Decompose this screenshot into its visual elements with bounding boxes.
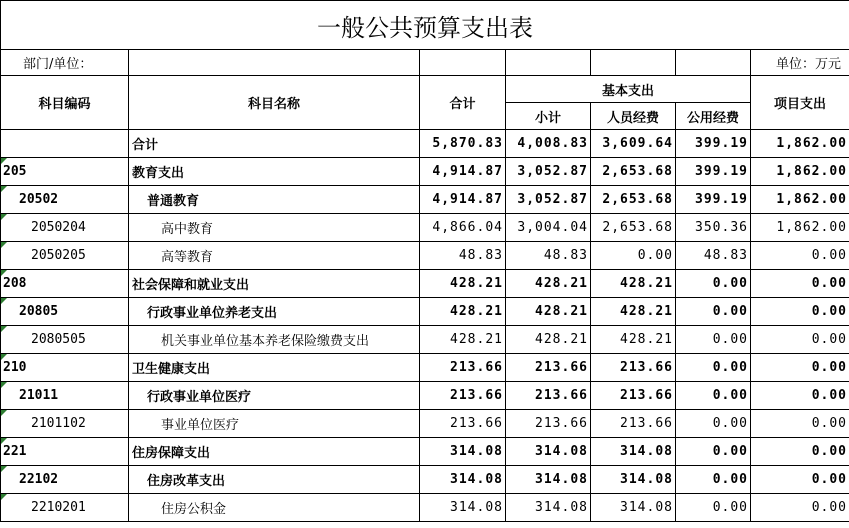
header-name: 科目名称 xyxy=(129,76,420,130)
name-cell[interactable]: 高中教育 xyxy=(129,214,420,242)
header-code: 科目编码 xyxy=(1,76,129,130)
header-total: 合计 xyxy=(420,76,506,130)
name-cell[interactable]: 行政事业单位医疗 xyxy=(129,382,420,410)
public-cell[interactable]: 0.00 xyxy=(676,270,751,298)
public-cell[interactable]: 0.00 xyxy=(676,410,751,438)
total-cell[interactable]: 213.66 xyxy=(420,382,506,410)
personnel-cell[interactable]: 3,609.64 xyxy=(591,130,676,158)
personnel-cell[interactable]: 2,653.68 xyxy=(591,214,676,242)
public-cell[interactable]: 0.00 xyxy=(676,298,751,326)
code-cell[interactable]: 2210201 xyxy=(1,494,129,522)
project-cell[interactable]: 0.00 xyxy=(751,326,849,354)
project-cell[interactable]: 1,862.00 xyxy=(751,186,849,214)
personnel-cell[interactable]: 213.66 xyxy=(591,382,676,410)
code-cell[interactable]: 2050205 xyxy=(1,242,129,270)
name-cell[interactable]: 社会保障和就业支出 xyxy=(129,270,420,298)
header-public: 公用经费 xyxy=(676,103,751,130)
name-cell[interactable]: 普通教育 xyxy=(129,186,420,214)
public-cell[interactable]: 350.36 xyxy=(676,214,751,242)
personnel-cell[interactable]: 0.00 xyxy=(591,242,676,270)
total-cell[interactable]: 428.21 xyxy=(420,326,506,354)
unit-label: 单位：万元 xyxy=(751,50,849,76)
project-cell[interactable]: 1,862.00 xyxy=(751,130,849,158)
table-row xyxy=(1,438,849,466)
name-cell[interactable]: 机关事业单位基本养老保险缴费支出 xyxy=(129,326,420,354)
total-cell[interactable]: 5,870.83 xyxy=(420,130,506,158)
header-personnel: 人员经费 xyxy=(591,103,676,130)
subtotal-cell[interactable]: 3,004.04 xyxy=(506,214,591,242)
personnel-cell[interactable]: 213.66 xyxy=(591,354,676,382)
personnel-cell[interactable]: 314.08 xyxy=(591,438,676,466)
project-cell[interactable]: 0.00 xyxy=(751,298,849,326)
total-cell[interactable]: 48.83 xyxy=(420,242,506,270)
subtotal-cell[interactable]: 3,052.87 xyxy=(506,186,591,214)
project-cell[interactable]: 0.00 xyxy=(751,354,849,382)
name-cell[interactable]: 卫生健康支出 xyxy=(129,354,420,382)
public-cell[interactable]: 0.00 xyxy=(676,494,751,522)
name-cell[interactable]: 教育支出 xyxy=(129,158,420,186)
public-cell[interactable]: 399.19 xyxy=(676,186,751,214)
code-cell[interactable]: 208 xyxy=(1,270,129,298)
subtotal-cell[interactable]: 48.83 xyxy=(506,242,591,270)
public-cell[interactable]: 0.00 xyxy=(676,382,751,410)
table-row xyxy=(1,494,849,522)
name-cell[interactable]: 行政事业单位养老支出 xyxy=(129,298,420,326)
dept-label: 部门/单位： xyxy=(1,50,129,76)
subtotal-cell[interactable]: 213.66 xyxy=(506,410,591,438)
project-cell[interactable]: 0.00 xyxy=(751,438,849,466)
code-cell[interactable]: 205 xyxy=(1,158,129,186)
code-cell[interactable]: 22102 xyxy=(1,466,129,494)
blank-cell xyxy=(420,50,506,76)
table-title: 一般公共预算支出表 xyxy=(1,1,849,50)
name-cell[interactable]: 事业单位医疗 xyxy=(129,410,420,438)
total-cell[interactable]: 428.21 xyxy=(420,298,506,326)
public-cell[interactable]: 399.19 xyxy=(676,130,751,158)
public-cell[interactable]: 399.19 xyxy=(676,158,751,186)
table-row xyxy=(1,130,849,158)
code-cell[interactable]: 2050204 xyxy=(1,214,129,242)
project-cell[interactable]: 0.00 xyxy=(751,494,849,522)
name-cell[interactable]: 住房公积金 xyxy=(129,494,420,522)
total-cell[interactable]: 4,914.87 xyxy=(420,186,506,214)
dept-value-cell[interactable] xyxy=(129,50,420,76)
total-cell[interactable]: 428.21 xyxy=(420,270,506,298)
code-cell[interactable]: 210 xyxy=(1,354,129,382)
total-cell[interactable]: 314.08 xyxy=(420,466,506,494)
total-cell[interactable]: 314.08 xyxy=(420,494,506,522)
project-cell[interactable]: 0.00 xyxy=(751,382,849,410)
name-cell[interactable]: 合计 xyxy=(129,130,420,158)
project-cell[interactable]: 1,862.00 xyxy=(751,214,849,242)
table-row xyxy=(1,214,849,242)
name-cell[interactable]: 高等教育 xyxy=(129,242,420,270)
total-cell[interactable]: 4,914.87 xyxy=(420,158,506,186)
personnel-cell[interactable]: 2,653.68 xyxy=(591,186,676,214)
table-row xyxy=(1,186,849,214)
total-cell[interactable]: 213.66 xyxy=(420,354,506,382)
personnel-cell[interactable]: 428.21 xyxy=(591,298,676,326)
table-row xyxy=(1,298,849,326)
table-row xyxy=(1,410,849,438)
subtotal-cell[interactable]: 314.08 xyxy=(506,466,591,494)
personnel-cell[interactable]: 213.66 xyxy=(591,410,676,438)
subtotal-cell[interactable]: 314.08 xyxy=(506,438,591,466)
header-project: 项目支出 xyxy=(751,76,849,130)
code-cell[interactable] xyxy=(1,130,129,158)
total-cell[interactable]: 213.66 xyxy=(420,410,506,438)
table-row xyxy=(1,354,849,382)
total-cell[interactable]: 314.08 xyxy=(420,438,506,466)
project-cell[interactable]: 0.00 xyxy=(751,242,849,270)
table-row xyxy=(1,270,849,298)
table-row xyxy=(1,158,849,186)
public-cell[interactable]: 0.00 xyxy=(676,326,751,354)
code-cell[interactable]: 2101102 xyxy=(1,410,129,438)
table-row xyxy=(1,466,849,494)
project-cell[interactable]: 0.00 xyxy=(751,466,849,494)
code-cell[interactable]: 221 xyxy=(1,438,129,466)
blank-cell xyxy=(506,50,591,76)
subtotal-cell[interactable]: 428.21 xyxy=(506,326,591,354)
blank-cell xyxy=(676,50,751,76)
project-cell[interactable]: 0.00 xyxy=(751,410,849,438)
subtotal-cell[interactable]: 428.21 xyxy=(506,298,591,326)
public-cell[interactable]: 48.83 xyxy=(676,242,751,270)
public-cell[interactable]: 0.00 xyxy=(676,466,751,494)
header-basic: 基本支出 xyxy=(506,76,751,103)
personnel-cell[interactable]: 428.21 xyxy=(591,326,676,354)
personnel-cell[interactable]: 314.08 xyxy=(591,466,676,494)
subtotal-cell[interactable]: 3,052.87 xyxy=(506,158,591,186)
code-cell[interactable]: 20502 xyxy=(1,186,129,214)
public-cell[interactable]: 0.00 xyxy=(676,438,751,466)
code-cell[interactable]: 2080505 xyxy=(1,326,129,354)
total-cell[interactable]: 4,866.04 xyxy=(420,214,506,242)
subtotal-cell[interactable]: 4,008.83 xyxy=(506,130,591,158)
code-cell[interactable]: 21011 xyxy=(1,382,129,410)
public-cell[interactable]: 0.00 xyxy=(676,354,751,382)
subtotal-cell[interactable]: 213.66 xyxy=(506,354,591,382)
personnel-cell[interactable]: 2,653.68 xyxy=(591,158,676,186)
name-cell[interactable]: 住房改革支出 xyxy=(129,466,420,494)
table-row xyxy=(1,382,849,410)
subtotal-cell[interactable]: 213.66 xyxy=(506,382,591,410)
header-subtotal: 小计 xyxy=(506,103,591,130)
table-row xyxy=(1,326,849,354)
subtotal-cell[interactable]: 428.21 xyxy=(506,270,591,298)
personnel-cell[interactable]: 314.08 xyxy=(591,494,676,522)
table-row xyxy=(1,242,849,270)
name-cell[interactable]: 住房保障支出 xyxy=(129,438,420,466)
subtotal-cell[interactable]: 314.08 xyxy=(506,494,591,522)
project-cell[interactable]: 0.00 xyxy=(751,270,849,298)
personnel-cell[interactable]: 428.21 xyxy=(591,270,676,298)
project-cell[interactable]: 1,862.00 xyxy=(751,158,849,186)
blank-cell xyxy=(591,50,676,76)
code-cell[interactable]: 20805 xyxy=(1,298,129,326)
